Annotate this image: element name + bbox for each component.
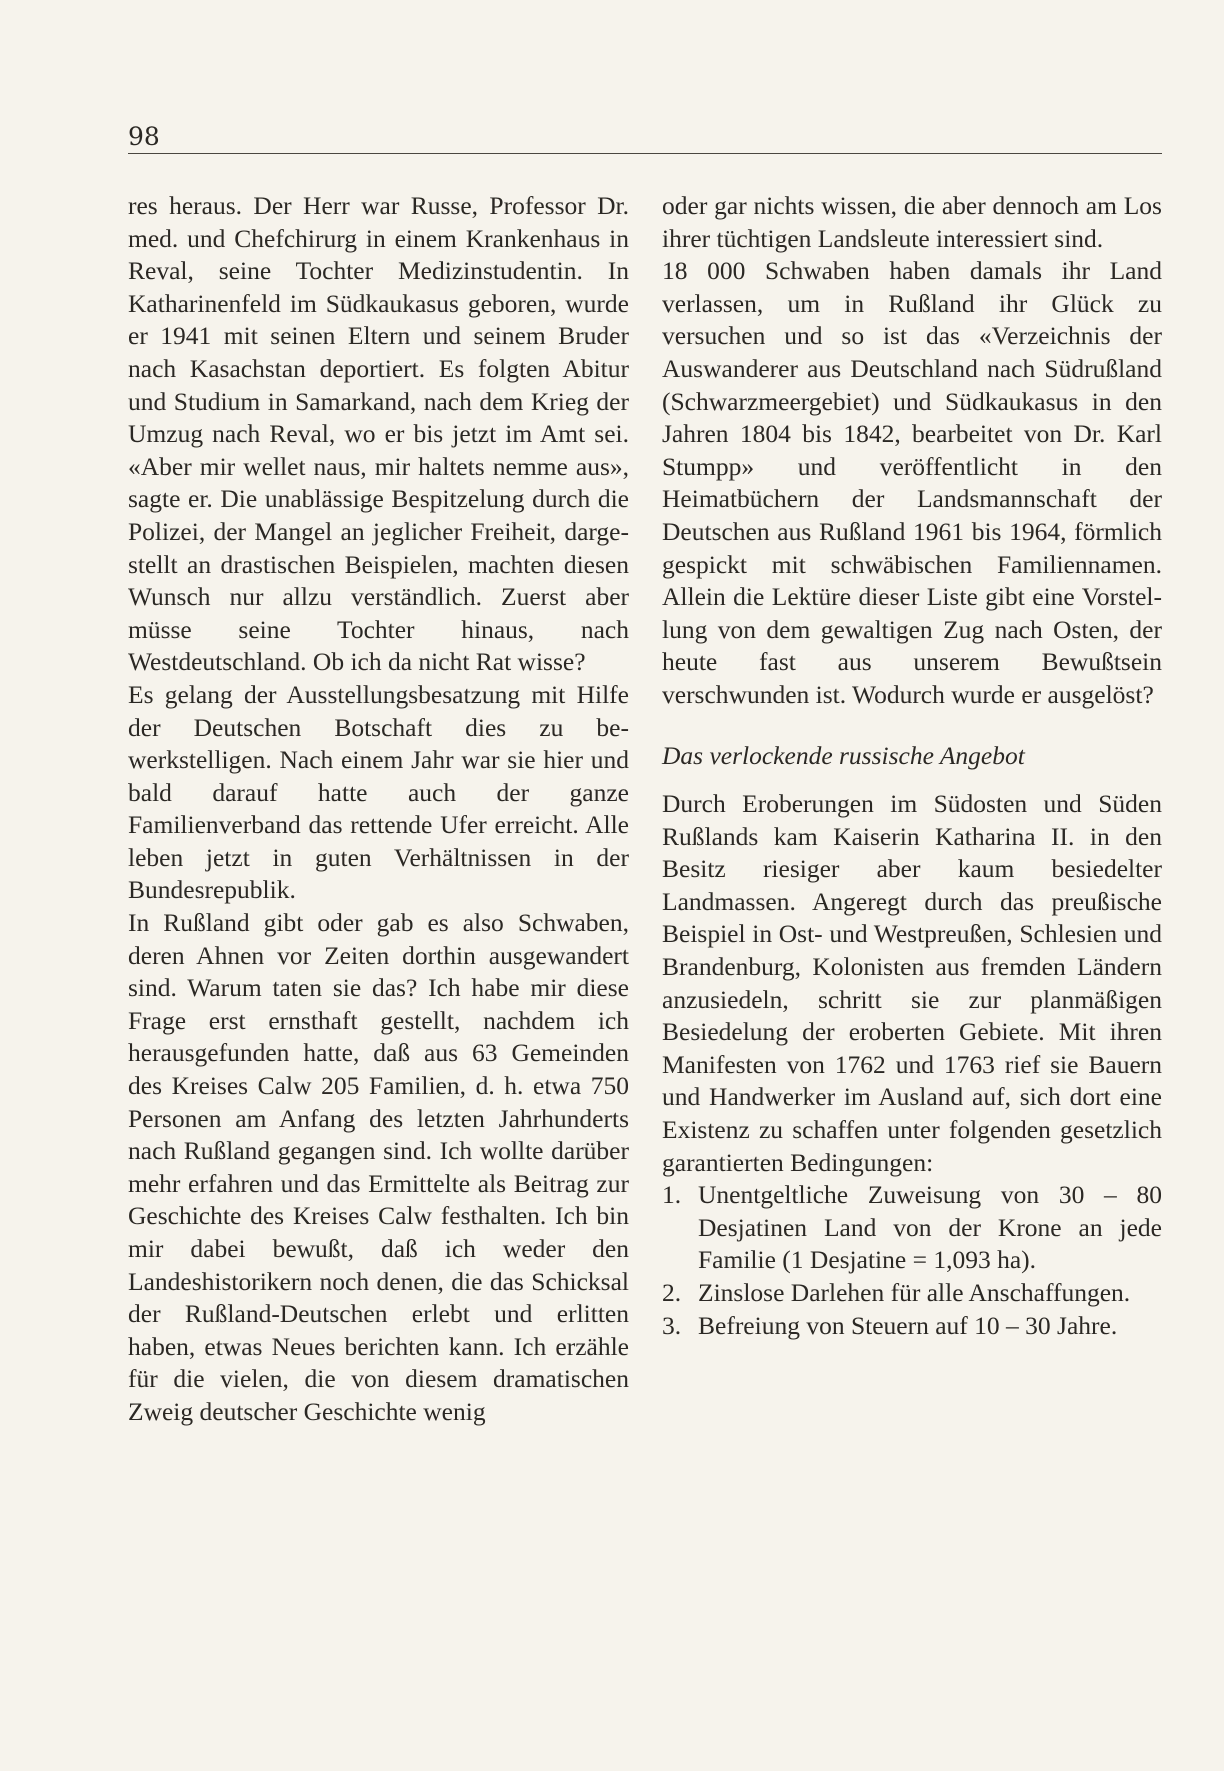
list-number: 3. <box>662 1310 682 1340</box>
list-item <box>662 1179 1162 1277</box>
list-number: 1. <box>662 1180 682 1210</box>
list-number: 2. <box>662 1278 682 1307</box>
page-number: 98 <box>128 122 160 151</box>
paragraph: oder gar nichts wissen, die aber dennoch am Los ihrer tüchtigen Landsleute interessiert sind. <box>662 191 1162 253</box>
list-text: Unentgeltliche Zuweisung von 30 – 80 Desjatinen Land von der Krone an jede Familie (1 Desjatine = 1,093 ha). <box>698 1180 1162 1275</box>
paragraph: Es gelang der Ausstellungsbesatzung mit Hilfe der Deutschen Botschaft dies zu bewerkstelligen. Nach einem Jahr war sie hier und bald darauf hatte auch der ganze Familienverband das rettende Ufer erreicht. Alle leben jetzt in guten Verhältnissen in der Bundesrepublik. <box>128 679 629 905</box>
paragraph: res heraus. Der Herr war Russe, Professor Dr. med. und Chefchirurg in einem Krankenhaus in Reval, seine Tochter Medizinstudentin. In Katharinenfeld im Südkaukasus geboren, wurde er 1941 mit seinen Eltern und seinem Bruder nach Kasachstan deportiert. Es folgten Abitur und Studium in Samarkand, nach dem Krieg der Umzug nach Reval, wo er bis jetzt im Amt sei. «Aber mir wellet naus, mir haltets nemme aus», sagte er. Die unablässige Bespitzelung durch die Polizei, der Mangel an jeglicher Freiheit, dargestellt an drastischen Beispielen, machten diesen Wunsch nur allzu verständlich. Zuerst aber müsse seine Tochter hinaus, nach Westdeutschland. Ob ich da nicht Rat wisse? <box>128 191 629 677</box>
left-column <box>128 190 629 1429</box>
paragraph: Durch Eroberungen im Südosten und Süden Rußlands kam Kaiserin Katharina II. in den Besitz riesiger aber kaum besiedelter Landmassen. Angeregt durch das preußische Beispiel in Ost- und Westpreußen, Schlesien und Brandenburg, Kolonisten aus fremden Ländern anzusiedeln, schritt sie zur planmäßigen Besiedelung der eroberten Gebiete. Mit ihren Manifesten von 1762 und 1763 rief sie Bauern und Handwerker im Ausland auf, sich dort eine Existenz zu schaffen unter folgenden gesetzlich garantierten Bedingungen: <box>662 789 1162 1177</box>
list-item <box>662 1277 1162 1310</box>
list-item <box>662 1310 1162 1343</box>
paragraph: 18 000 Schwaben haben damals ihr Land verlassen, um in Rußland ihr Glück zu versuchen und so ist das «Verzeichnis der Auswanderer aus Deutschland nach Südrußland (Schwarzmeergebiet) und Südkaukasus in den Jahren 1804 bis 1842, bearbeitet von Dr. Karl Stumpp» und veröffentlicht in den Heimatbüchern der Landsmannschaft der Deutschen aus Rußland 1961 bis 1964, förmlich gespickt mit schwäbischen Familiennamen. Allein die Lektüre dieser Liste gibt eine Vorstellung von dem gewaltigen Zug nach Osten, der heute fast aus unserem Bewußtsein verschwunden ist. Wodurch wurde er ausgelöst? <box>662 256 1162 709</box>
list-text: Befreiung von Steuern auf 10 – 30 Jahre. <box>698 1310 1118 1340</box>
list-text: Zinslose Darlehen für alle Anschaffungen. <box>698 1278 1131 1307</box>
header-rule <box>128 153 1162 154</box>
right-column <box>662 190 1162 1342</box>
section-heading: Das verlockende russische Angebot <box>662 740 1025 770</box>
paragraph: In Rußland gibt oder gab es also Schwaben, deren Ahnen vor Zeiten dorthin ausgewandert sind. Warum taten sie das? Ich habe mir diese Frage erst ernsthaft gestellt, nachdem ich herausgefunden hatte, daß aus 63 Gemeinden des Kreises Calw 205 Familien, d. h. etwa 750 Personen am Anfang des letzten Jahrhunderts nach Rußland gegangen sind. Ich wollte darüber mehr erfahren und das Ermittelte als Beitrag zur Geschichte des Kreises Calw festhalten. Ich bin mir dabei bewußt, daß ich weder den Landeshistorikern noch denen, die das Schicksal der Rußland-Deutschen erlebt und erlitten haben, etwas Neues berichten kann. Ich erzähle für die vielen, die von diesem dramatischen Zweig deutscher Geschichte wenig <box>128 908 629 1426</box>
conditions-list <box>662 1179 1162 1342</box>
